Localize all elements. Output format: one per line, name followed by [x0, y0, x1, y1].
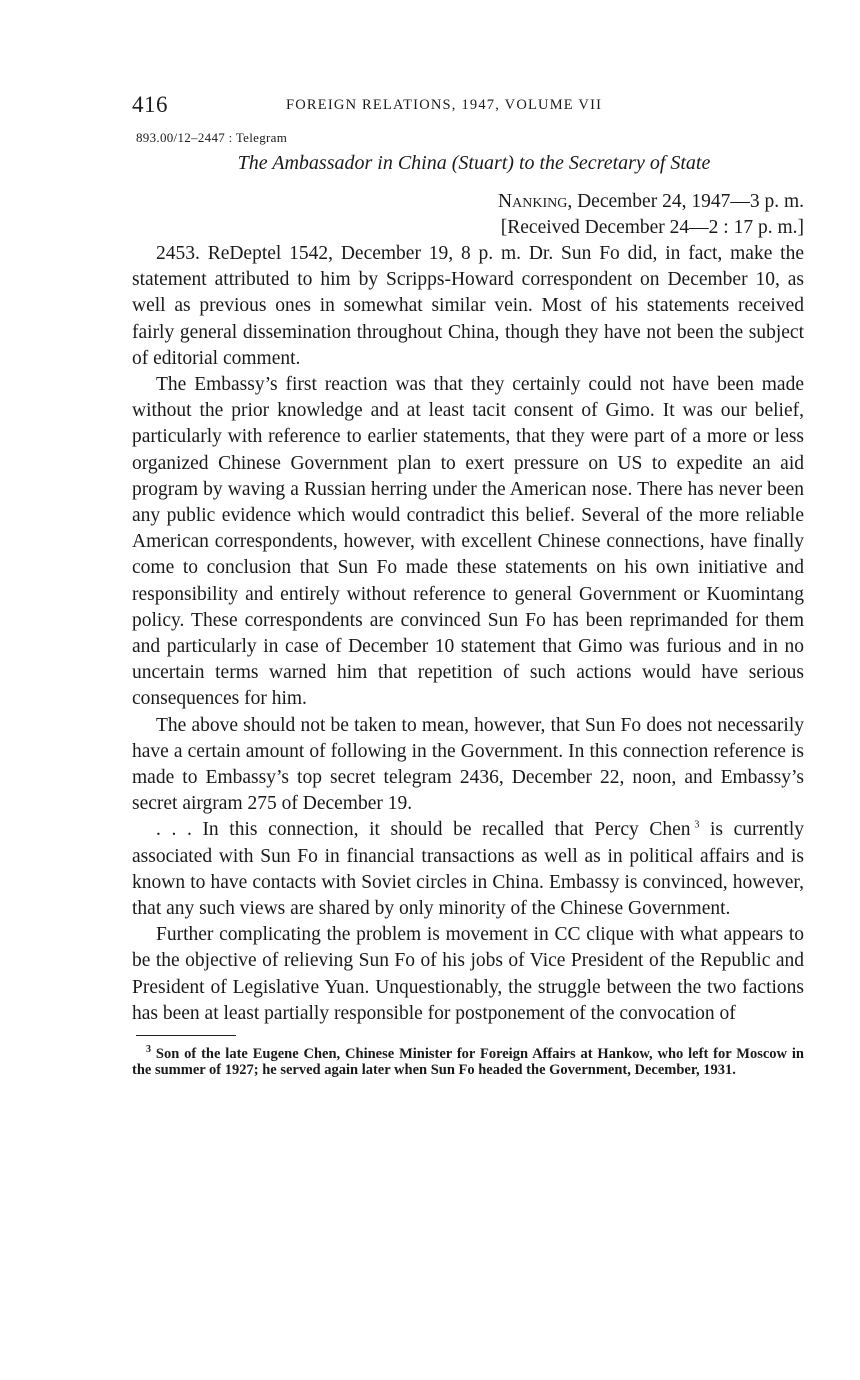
document-title: The Ambassador in China (Stuart) to the Secretary of State: [237, 152, 711, 174]
file-reference: 893.00/12–2447 : Telegram: [136, 130, 288, 145]
paragraph-2: The Embassy’s first reaction was that they certainly could not have been made without the prior knowledge and at least tacit consent of Gimo. It was our belief, particularly with reference to earlier statements, that they were part of a more or less organized Chinese Government plan to exert pressure on US to expedite an aid program by waving a Russian herring under the American nose. There has never been any public evidence which would contradict this belief. Several of the more reliable American correspondents, however, with excellent Chinese connections, have finally come to conclusion that Sun Fo made these statements on his own initiative and responsibility and entirely without reference to general Government or Kuomintang policy. These correspondents are convinced Sun Fo has been reprimanded for them and particularly in case of December 10 statement that Gimo was furious and in no uncertain terms warned him that repetition of such actions would have serious consequences for him.: [132, 374, 804, 710]
running-header: [132, 92, 804, 122]
dateline-sent: [132, 189, 804, 215]
footnote-marker: 3: [146, 1044, 151, 1056]
document-page: [132, 92, 804, 1093]
dateline-time: , December 24, 1947—3 p. m.: [567, 191, 804, 212]
footnote-text: Son of the late Eugene Chen, Chinese Minister for Foreign Affairs at Hankow, who left for Moscow in the summer of 1927; he served again later when Sun Fo headed the Government, December, 1931.: [132, 1046, 804, 1079]
paragraph-3: The above should not be taken to mean, however, that Sun Fo does not necessarily have a certain amount of following in the Government. In this connection reference is made to Embassy’s top secret telegram 2436, December 22, noon, and Embassy’s secret airgram 275 of December 19.: [132, 714, 804, 815]
paragraph-4-start: . . . In this connection, it should be recalled that Percy Chen: [156, 819, 691, 841]
paragraph-1: 2453. ReDeptel 1542, December 19, 8 p. m. Dr. Sun Fo did, in fact, make the statement attributed to him by Scripps-Howard correspondent on December 10, as well as previous ones in somewhat similar vein. Most of his statements received fairly general dissemination throughout China, though they have not been the subject of editorial comment.: [132, 243, 804, 369]
footnote: [132, 1046, 804, 1078]
dateline: [132, 189, 804, 241]
paragraph-4-end: is currently associated with Sun Fo in financial transactions as well as in political affairs and is known to have contacts with Soviet circles in China. Embassy is convinced, however, that any such views are shared by only minority of the Chinese Government.: [132, 819, 805, 920]
paragraph-4: [132, 817, 804, 922]
footnote-reference: 3: [694, 819, 700, 831]
dateline-place: Nanking: [498, 191, 568, 212]
body-text: [132, 241, 804, 1027]
paragraph-5: Further complicating the problem is movement in CC clique with what appears to be the objective of relieving Sun Fo of his jobs of Vice President of the Republic and President of Legislative Yuan. Unquestionably, the struggle between the two factions has been at least partially responsible for postponement of the convocation of: [132, 924, 804, 1024]
footnote-divider: [136, 1035, 236, 1036]
page-number: 416: [132, 92, 168, 117]
running-title: FOREIGN RELATIONS, 1947, VOLUME VII: [286, 97, 603, 113]
dateline-received: [Received December 24—2 : 17 p. m.]: [500, 217, 804, 238]
